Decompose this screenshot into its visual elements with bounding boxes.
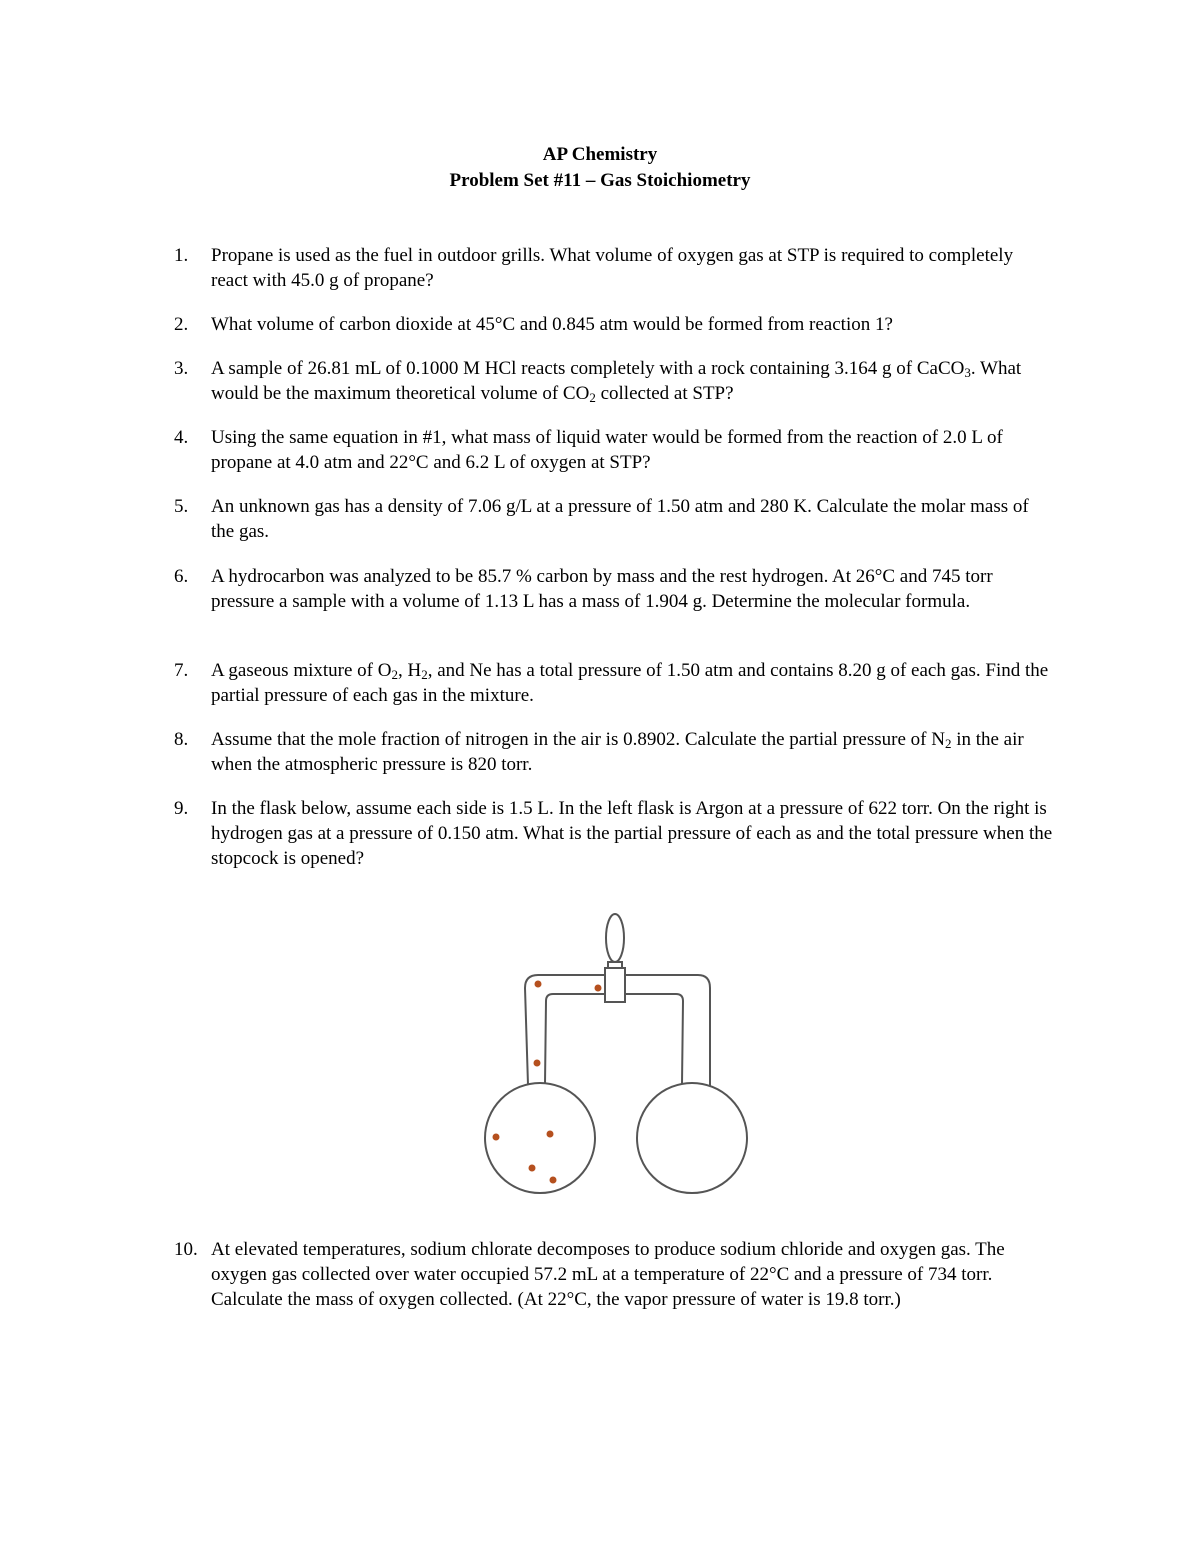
connecting-tube-inner xyxy=(545,994,683,1084)
question-text: Assume that the mole fraction of nitrogen in the air is 0.8902. Calculate the partial pressure of $N_2$ in the air when the atmospheric pressure is 820 torr. xyxy=(211,729,1024,775)
question-text: A gaseous mixture of $O_2$, $H_2$, and Ne has a total pressure of 1.50 atm and contains 8.20 g of each gas. Find the partial pressure of each gas in the mixture. xyxy=(211,660,1049,706)
course-title: AP Chemistry xyxy=(542,144,658,165)
flask-diagram-svg xyxy=(470,908,770,1218)
question-1 xyxy=(174,243,1054,293)
question-number: 5. xyxy=(174,496,189,517)
question-2 xyxy=(174,312,1054,337)
question-3 xyxy=(174,356,1054,406)
question-10 xyxy=(174,1237,1054,1312)
question-text: Using the same equation in #1, what mass of liquid water would be formed from the reaction of 2.0 L of propane at 4.0 atm and 22°C and 6.2 L of oxygen at STP? xyxy=(211,427,1003,473)
stopcock-handle xyxy=(606,914,624,962)
stopcock-valve xyxy=(605,968,625,1002)
argon-particle xyxy=(535,981,542,988)
question-text: A hydrocarbon was analyzed to be 85.7 % carbon by mass and the rest hydrogen. At 26°C and 745 torr pressure a sample with a volume of 1.13 L has a mass of 1.904 g. Determine the molecular formula. xyxy=(211,566,993,612)
question-7 xyxy=(174,658,1054,708)
question-number: 6. xyxy=(174,566,189,587)
left-flask xyxy=(485,1083,595,1193)
question-text: Propane is used as the fuel in outdoor grills. What volume of oxygen gas at STP is required to completely react with 45.0 g of propane? xyxy=(211,245,1014,291)
question-8 xyxy=(174,727,1054,777)
question-number: 7. xyxy=(174,660,189,681)
argon-particle xyxy=(493,1134,500,1141)
question-number: 8. xyxy=(174,729,189,750)
stopcock xyxy=(605,914,625,1002)
right-flask xyxy=(637,1083,747,1193)
question-number: 3. xyxy=(174,358,189,379)
argon-particle xyxy=(534,1060,541,1067)
question-6 xyxy=(174,564,1054,614)
question-text: A sample of 26.81 mL of 0.1000 M HCl reacts completely with a rock containing 3.164 g of CaCO$_3$. What would be the maximum theoretical volume of $CO_2$ collected at STP? xyxy=(211,358,1022,405)
question-number: 9. xyxy=(174,798,189,819)
question-9 xyxy=(174,796,1054,871)
flask-stopcock-diagram xyxy=(470,908,770,1218)
question-5 xyxy=(174,494,1054,544)
question-text: What volume of carbon dioxide at 45°C and 0.845 atm would be formed from reaction 1? xyxy=(211,314,893,335)
question-text: An unknown gas has a density of 7.06 g/L at a pressure of 1.50 atm and 280 K. Calculate the molar mass of the gas. xyxy=(211,496,1029,542)
question-number: 4. xyxy=(174,427,189,448)
question-number: 1. xyxy=(174,245,189,266)
question-text: At elevated temperatures, sodium chlorate decomposes to produce sodium chloride and oxygen gas. The oxygen gas collected over water occupied 57.2 mL at a temperature of 22°C and a pressure of 734 torr. Calculate the mass of oxygen collected. (At 22°C, the vapor pressure of water is 19.8 torr.) xyxy=(211,1239,1005,1310)
page-header xyxy=(0,142,1200,194)
argon-particle xyxy=(547,1131,554,1138)
question-number: 10. xyxy=(174,1239,198,1260)
question-number: 2. xyxy=(174,314,189,335)
argon-particle xyxy=(595,985,602,992)
problem-set-title: Problem Set #11 – Gas Stoichiometry xyxy=(449,170,751,191)
question-text: In the flask below, assume each side is 1.5 L. In the left flask is Argon at a pressure of 622 torr. On the right is hydrogen gas at a pressure of 0.150 atm. What is the partial pressure of each as and the total pressure when the stopcock is opened? xyxy=(211,798,1053,869)
question-4 xyxy=(174,425,1054,475)
argon-particle xyxy=(529,1165,536,1172)
argon-particle xyxy=(550,1177,557,1184)
